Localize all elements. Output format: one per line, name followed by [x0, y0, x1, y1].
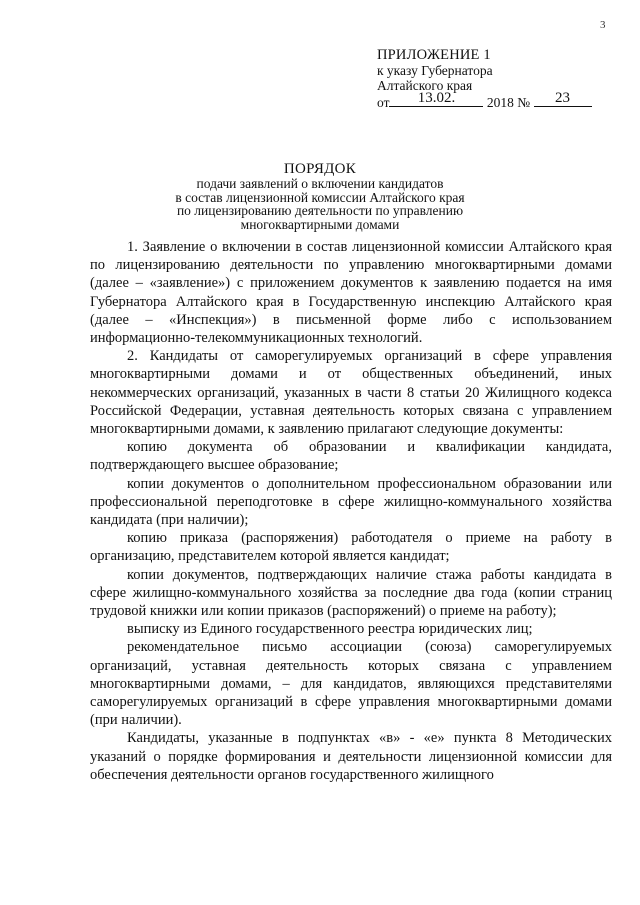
appendix-title: ПРИЛОЖЕНИЕ 1: [377, 47, 491, 63]
number-sign: №: [517, 95, 531, 110]
subtitle-line: подачи заявлений о включении кандидатов: [196, 176, 444, 191]
subtitle-line: в состав лицензионной комиссии Алтайского края: [175, 189, 465, 205]
paragraph-2: 2. Кандидаты от саморегулируемых организаций в сфере управления многоквартирными домами и от общественных объединений, иных некоммерческих организаций, указанных в части 8 статьи 20 Жилищного кодекса Российской Федерации, уставная деятельность которых связана с управлением многоквартирными домами, к заявлению прилагают следующие документы:: [90, 348, 612, 438]
number-blank: [534, 90, 592, 107]
list-item: копию документа об образовании и квалификации кандидата, подтверждающего высшее образование;: [90, 439, 612, 474]
appendix-line-region: Алтайского края: [377, 78, 473, 93]
list-item: копии документов о дополнительном профессиональном образовании или профессиональной переподготовке в сфере жилищно-коммунального хозяйства кандидата (при наличии);: [90, 475, 612, 529]
subtitle-line: многоквартирными домами: [240, 216, 400, 232]
year-text: 2018: [486, 95, 514, 110]
appendix-line-decree: к указу Губернатора: [377, 63, 493, 78]
number-value: 23: [555, 90, 570, 106]
list-item: копии документов, подтверждающих наличие стажа работы кандидата в сфере жилищно-коммунального хозяйства за последние два года (копии страниц трудовой книжки или копии приказов (распоряжений) о приеме на работу);: [90, 566, 612, 620]
list-item: копию приказа (распоряжения) работодателя о приеме на работу в организацию, представителем которой является кандидат;: [90, 530, 612, 565]
paragraph-1: 1. Заявление о включении в состав лицензионной комиссии Алтайского края по лицензированию деятельности по управлению многоквартирными домами (далее – «заявление») с приложением документов к заявлению подается на имя Губернатора Алтайского края в Государственную инспекцию Алтайского края (далее – «Инспекция») в письменной форме либо с использованием информационно-телекоммуникационных технологий.: [90, 239, 612, 347]
date-prefix: от: [377, 95, 390, 110]
subtitle-line: по лицензированию деятельности по управлению: [176, 203, 464, 218]
appendix-block: [377, 48, 617, 110]
document-body: [90, 238, 612, 784]
list-item: рекомендательное письмо ассоциации (союза) саморегулируемых организаций, уставная деятельность которых связана с управлением многоквартирными домами, – для кандидатов, являющихся представителями саморегулируемых организаций в сфере управления многоквартирными домами (при наличии).: [90, 639, 612, 729]
document-title: ПОРЯДОК: [283, 161, 357, 177]
date-blank: [389, 90, 483, 107]
document-subtitle: [0, 177, 640, 231]
paragraph-candidates: Кандидаты, указанные в подпунктах «в» - «е» пункта 8 Методических указаний о порядке формирования и деятельности лицензионной комиссии для обеспечения деятельности органов государственного жилищного: [90, 730, 612, 783]
page-number: 3: [600, 19, 606, 31]
date-value: 13.02.: [417, 90, 456, 106]
appendix-date-line: [377, 90, 617, 110]
list-item: выписку из Единого государственного реестра юридических лиц;: [127, 621, 533, 638]
